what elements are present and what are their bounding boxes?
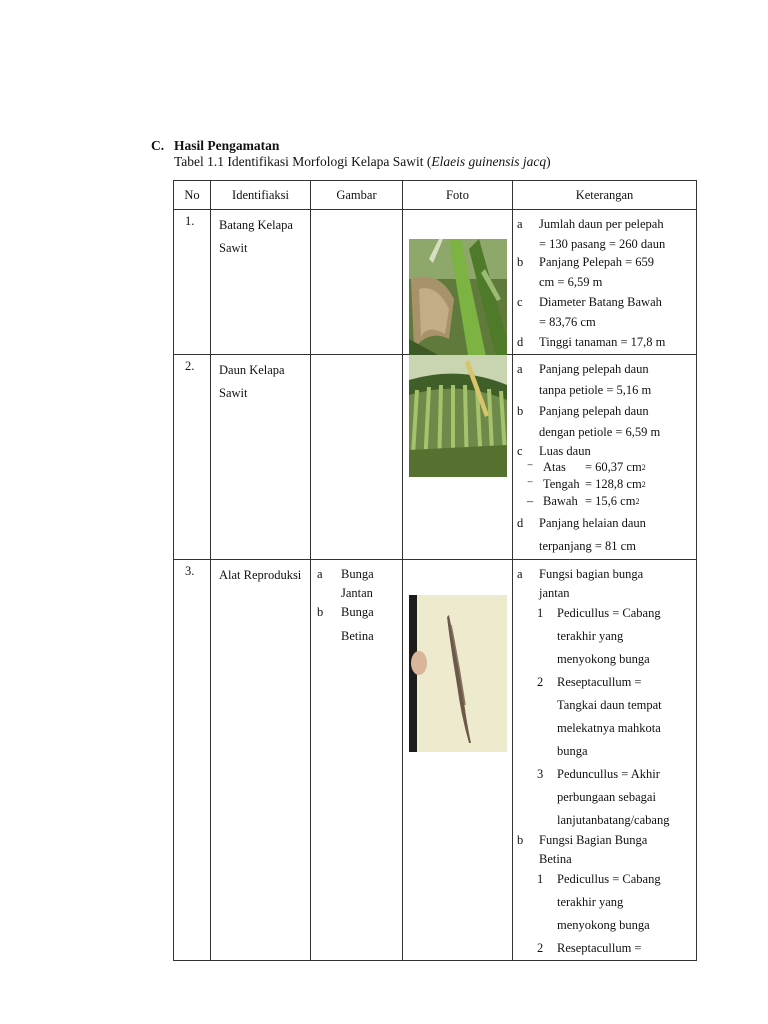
section-heading [151,138,279,154]
item-text: bunga [557,744,588,758]
row-keterangan [513,210,697,355]
list-item-cont: = 130 pasang = 260 daun [539,237,666,251]
list-item-cont: dengan petiole = 6,59 m [539,425,661,439]
flower-specimen-photo [409,595,507,752]
leaf-area-item: ⁻ Tengah = 128,8 cm 2 [526,477,646,491]
row-gambar [311,560,403,961]
function-item-cont [517,625,690,648]
function-item [517,671,690,694]
item-text: Peduncullus = Akhir [557,767,660,781]
function-item [517,763,690,786]
header-foto: Foto [403,181,513,210]
list-item: b Fungsi Bagian Bunga [517,833,648,847]
list-item: b Panjang pelepah daun [517,404,649,418]
item-number: 2 [537,941,544,955]
item-text: Tangkai daun tempat [557,698,662,712]
function-item [517,868,690,891]
item-text: menyokong bunga [557,918,650,932]
leaf-area-item: – Bawah = 15,6 cm 2 [526,494,640,508]
list-item: b Bunga [317,605,374,619]
item-text: Reseptacullum = [557,941,642,955]
header-gambar: Gambar [311,181,403,210]
row-gambar [311,355,403,560]
female-flower-functions [517,868,690,960]
function-item [517,937,690,960]
row-gambar [311,210,403,355]
row-identification: Alat Reproduksi [211,560,311,961]
function-item-cont [517,717,690,740]
morphology-table [173,180,697,961]
function-item [517,602,690,625]
item-text: Pedicullus = Cabang [557,606,661,620]
item-number: 1 [537,872,544,886]
list-item-cont: Jantan [341,586,373,600]
list-item: c Luas daun [517,444,591,458]
leaf-area-item: ⁻ Atas = 60,37 cm 2 [526,460,646,474]
row-identification: Daun Kelapa Sawit [211,355,311,560]
item-number: 1 [537,606,544,620]
function-item-cont [517,809,690,832]
row-number: 1. [174,210,211,355]
item-text: terakhir yang [557,629,624,643]
row-keterangan [513,560,697,961]
function-item-cont [517,648,690,671]
row-foto [403,210,513,355]
list-item-cont: terpanjang = 81 cm [539,539,636,553]
item-text: menyokong bunga [557,652,650,666]
table-row [174,210,697,355]
list-item: a Jumlah daun per pelepah [517,217,664,231]
list-item: d Panjang helaian daun [517,516,646,530]
list-item-cont: Betina [539,852,572,866]
row-number: 3. [174,560,211,961]
row-keterangan [513,355,697,560]
item-text: perbungaan sebagai [557,790,656,804]
list-item-cont: cm = 6,59 m [539,275,603,289]
palm-trunk-photo [409,239,507,361]
table-caption: Tabel 1.1 Identifikasi Morfologi Kelapa Sawit (Elaeis guinensis jacq) [174,154,551,169]
table-row [174,560,697,961]
item-number: 3 [537,767,544,781]
list-item-cont: jantan [539,586,570,600]
item-text: Reseptacullum = [557,675,642,689]
function-item-cont [517,694,690,717]
list-item-cont: tanpa petiole = 5,16 m [539,383,652,397]
list-item: a Panjang pelepah daun [517,362,649,376]
row-identification: Batang Kelapa Sawit [211,210,311,355]
item-number: 2 [537,675,544,689]
row-number: 2. [174,355,211,560]
latin-name: Elaeis guinensis jacq [431,154,547,169]
item-text: melekatnya mahkota [557,721,661,735]
function-item-cont [517,740,690,763]
list-item-cont: = 83,76 cm [539,315,596,329]
row-foto [403,560,513,961]
header-identifikasi: Identifiaksi [211,181,311,210]
male-flower-functions [517,602,690,832]
table-header-row [174,181,697,210]
item-text: lanjutanbatang/cabang [557,813,670,827]
item-text: Pedicullus = Cabang [557,872,661,886]
section-title: Hasil Pengamatan [174,138,280,153]
list-item: a Bunga [317,567,374,581]
function-item-cont [517,914,690,937]
row-foto [403,355,513,560]
table-row [174,355,697,560]
palm-leaf-photo [409,355,507,477]
section-letter: C. [151,138,165,153]
list-item: a Fungsi bagian bunga [517,567,644,581]
list-item: b Panjang Pelepah = 659 [517,255,655,269]
list-item-cont: Betina [341,629,374,643]
header-no: No [174,181,211,210]
function-item-cont [517,891,690,914]
item-text: terakhir yang [557,895,624,909]
header-keterangan: Keterangan [513,181,697,210]
list-item: c Diameter Batang Bawah [517,295,662,309]
list-item: d Tinggi tanaman = 17,8 m [517,335,666,349]
function-item-cont [517,786,690,809]
